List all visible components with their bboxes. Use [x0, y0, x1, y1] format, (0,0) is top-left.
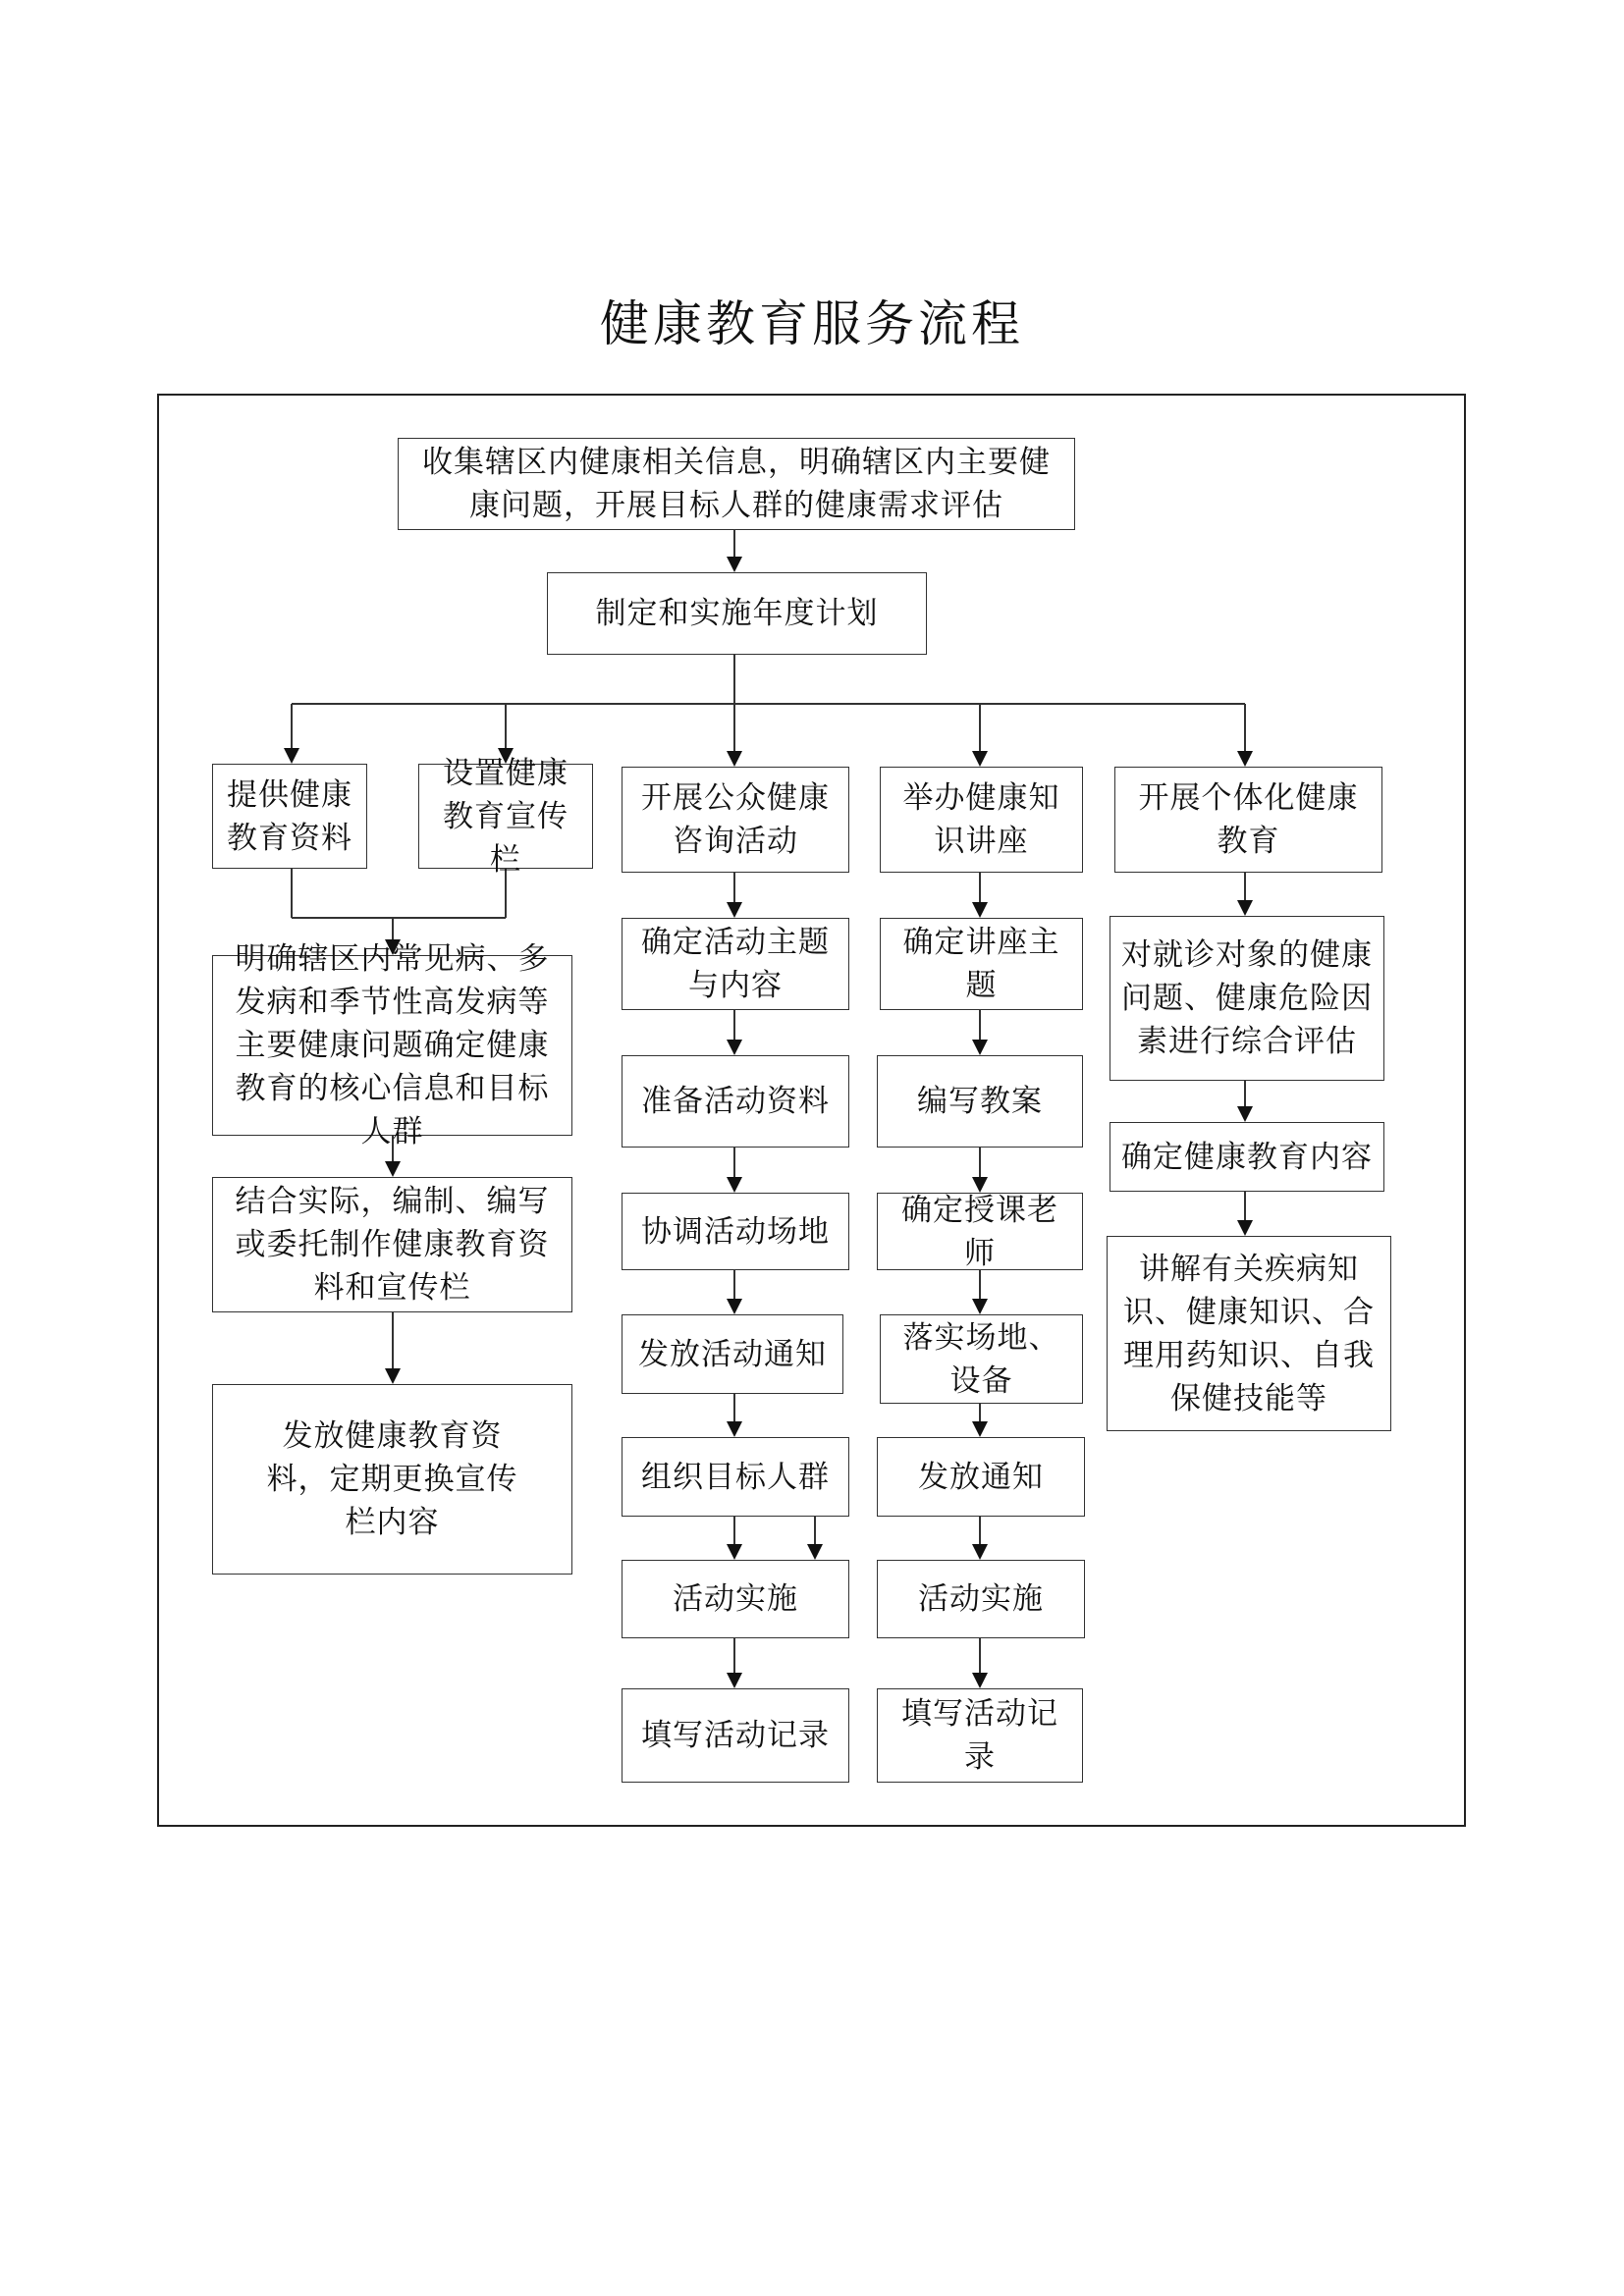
node-consult-prepare: 准备活动资料 [622, 1055, 849, 1148]
node-consult-implement: 活动实施 [622, 1560, 849, 1638]
node-lecture-implement: 活动实施 [877, 1560, 1085, 1638]
node-consult-notice: 发放活动通知 [622, 1314, 843, 1394]
node-lecture-plan: 编写教案 [877, 1055, 1083, 1148]
node-annual-plan: 制定和实施年度计划 [547, 572, 927, 655]
node-individual: 开展个体化健康教育 [1114, 767, 1382, 873]
node-set-board: 设置健康教育宣传栏 [418, 764, 593, 869]
node-individual-content: 确定健康教育内容 [1110, 1122, 1384, 1192]
node-individual-explain: 讲解有关疾病知识、健康知识、合理用药知识、自我保健技能等 [1107, 1236, 1391, 1431]
node-public-consult: 开展公众健康咨询活动 [622, 767, 849, 873]
node-collect-info: 收集辖区内健康相关信息，明确辖区内主要健康问题，开展目标人群的健康需求评估 [398, 438, 1075, 530]
node-individual-assess: 对就诊对象的健康问题、健康危险因素进行综合评估 [1110, 916, 1384, 1081]
node-distribute: 发放健康教育资料，定期更换宣传栏内容 [212, 1384, 572, 1575]
node-consult-venue: 协调活动场地 [622, 1193, 849, 1270]
node-provide-materials: 提供健康教育资料 [212, 764, 367, 869]
node-lecture-venue: 落实场地、设备 [880, 1314, 1083, 1404]
node-lecture-theme: 确定讲座主题 [880, 918, 1083, 1010]
node-consult-record: 填写活动记录 [622, 1688, 849, 1783]
node-produce-materials: 结合实际，编制、编写或委托制作健康教育资料和宣传栏 [212, 1177, 572, 1312]
node-consult-theme: 确定活动主题与内容 [622, 918, 849, 1010]
page-title: 健康教育服务流程 [600, 295, 1024, 352]
node-consult-organize: 组织目标人群 [622, 1437, 849, 1517]
node-lecture-record: 填写活动记录 [877, 1688, 1083, 1783]
node-core-info: 明确辖区内常见病、多发病和季节性高发病等主要健康问题确定健康教育的核心信息和目标人群 [212, 955, 572, 1136]
node-lecture: 举办健康知识讲座 [880, 767, 1083, 873]
node-lecture-notice: 发放通知 [877, 1437, 1085, 1517]
node-lecture-teacher: 确定授课老师 [877, 1193, 1083, 1270]
